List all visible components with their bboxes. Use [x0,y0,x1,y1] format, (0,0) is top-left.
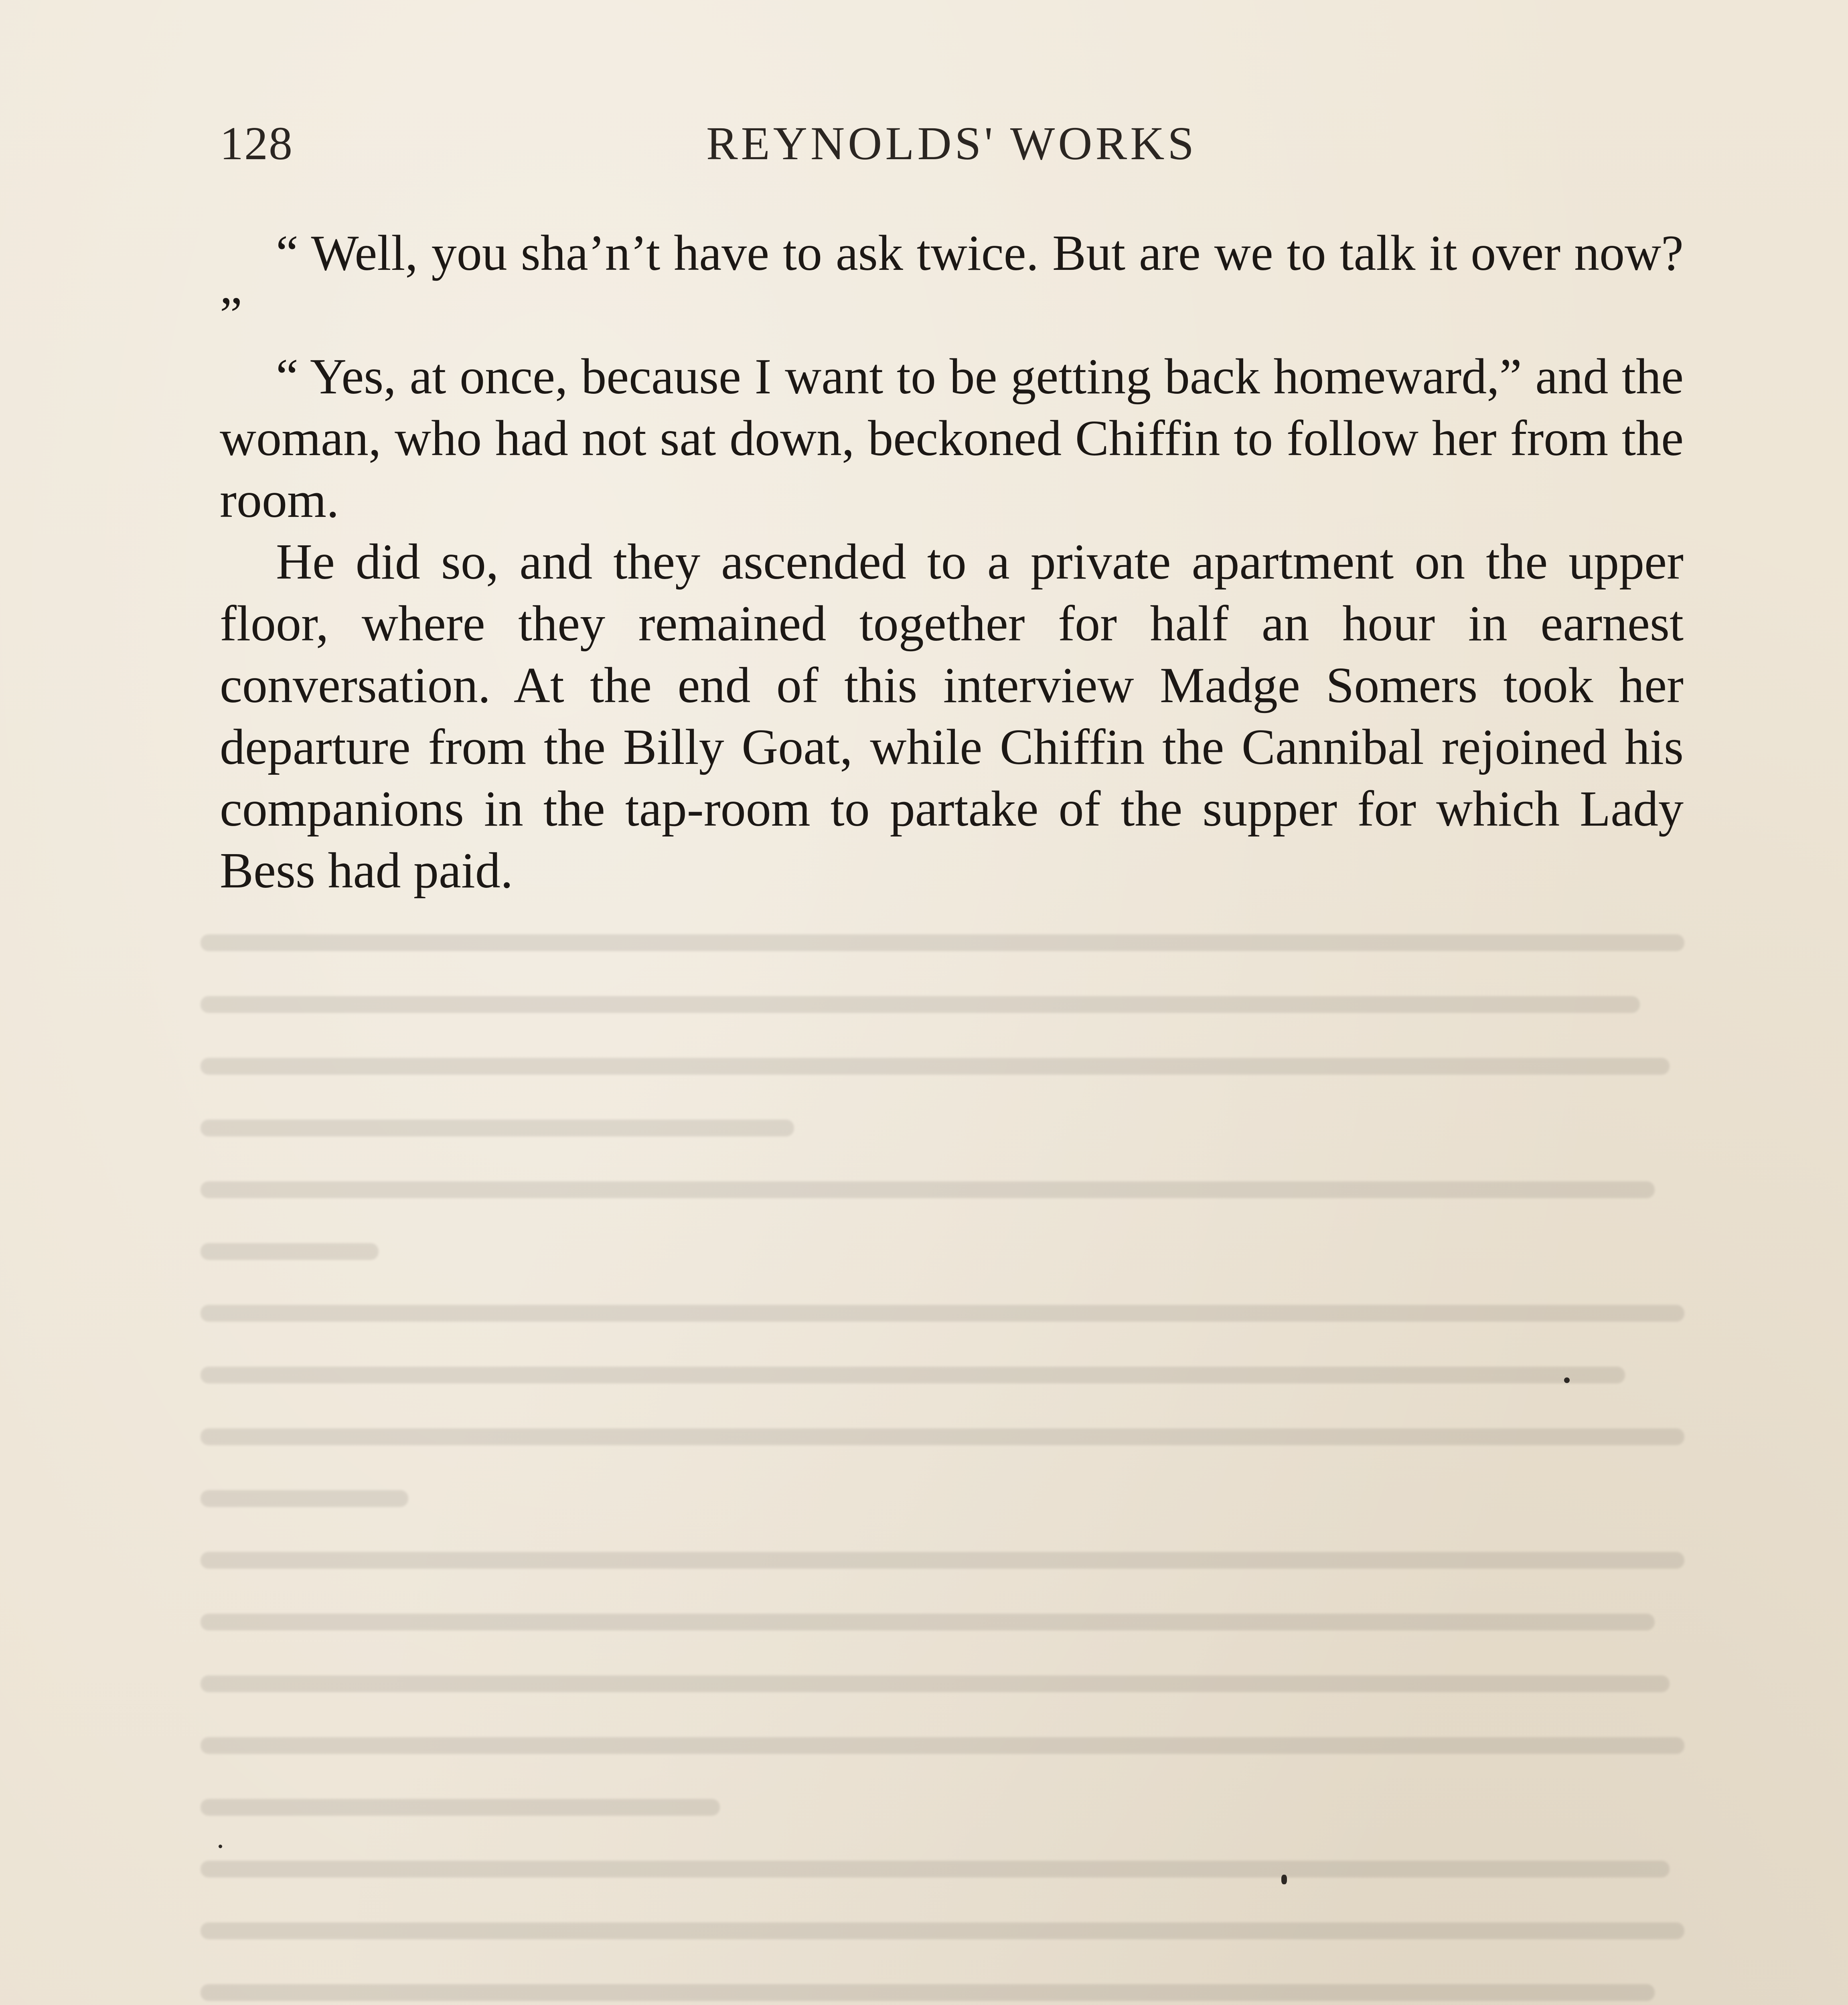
paper-speck [1564,1377,1570,1383]
paragraph: “ Yes, at once, because I want to be getting back homeward,” and the woman, who had not sat down, beckoned Chiffin to follow her from the room. [220,349,1684,528]
show-through-text [201,934,1684,2005]
paper-speck [219,1845,222,1848]
page-header [220,116,1684,180]
paragraph: He did so, and they ascended to a private apartment on the upper floor, where they remained together for half an hour in earnest conversation. At the end of this interview Madge Somers took her departure from the Billy Goat, while Chiffin the Cannibal rejoined his companions in the tap-room to partake of the supper for which Lady Bess had paid. [220,534,1684,899]
page-number: 128 [220,117,293,170]
running-head: REYNOLDS' WORKS [706,117,1198,170]
body-text [220,223,1684,902]
paragraph: “ Well, you sha’n’t have to ask twice. But are we to talk it over now? ” [220,225,1684,343]
paper-speck [1281,1875,1287,1884]
